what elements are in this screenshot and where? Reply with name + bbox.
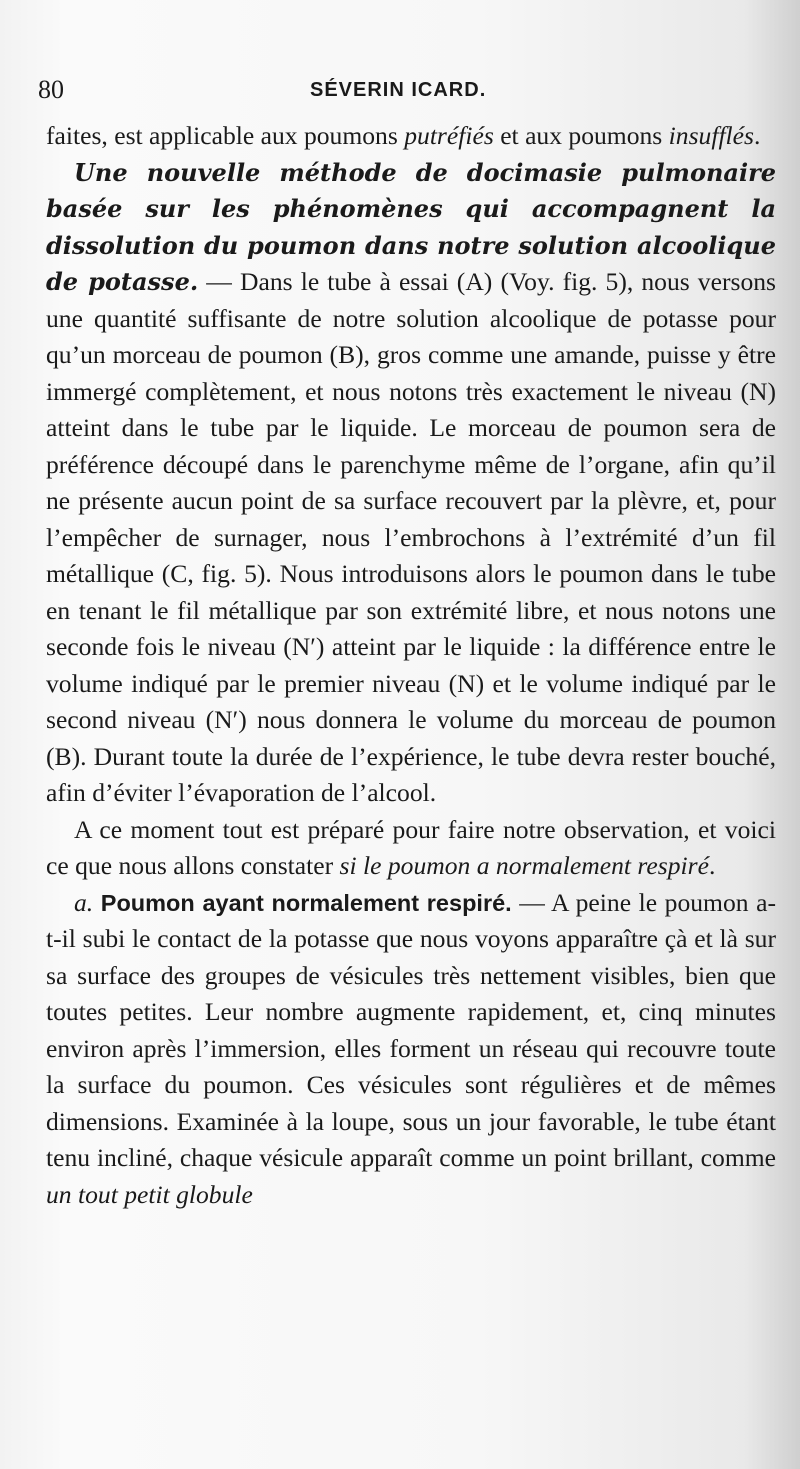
body-text xyxy=(46,118,776,1213)
section-heading: Une nouvelle méthode de docimasie pulmonaire basée sur les phénomènes qui accompagnent la dissolution du poumon dans notre solution alcoolique de potasse. xyxy=(46,157,776,296)
emphasis: insufflés xyxy=(668,121,754,150)
case-label: a. xyxy=(74,887,94,917)
paragraph-continuation: faites, est applicable aux poumons putréfiés et aux poumons insufflés. xyxy=(46,121,761,150)
paragraph-case-a: a. Poumon ayant normalement respiré. — A peine le poumon a-t-il subi le contact de la potasse que nous voyons apparaître çà et là sur sa surface des groupes de vésicules très nettement visibles, bien que toutes petites. Leur nombre augmente rapidement, et, cinq minutes environ après l’immersion, elles forment un réseau qui recouvre toute la surface du poumon. Ces vésicules sont régulières et de mêmes dimensions. Examinée à la loupe, sous un jour favorable, le tube étant tenu incliné, chaque vésicule apparaît comme un point brillant, comme un tout petit globule xyxy=(46,887,776,1209)
emphasis: si le poumon a normalement respiré xyxy=(339,851,709,880)
emphasis: un tout petit globule xyxy=(46,1179,253,1209)
page-number: 80 xyxy=(38,75,64,104)
emphasis: putréfiés xyxy=(404,121,494,150)
paragraph-method: Une nouvelle méthode de docimasie pulmonaire basée sur les phénomènes qui accompagnent la dissolution du poumon dans notre solution alcoolique de potasse. — Dans le tube à essai (A) (Voy. fig. 5), nous versons une quantité suffisante de notre solution alcoolique de potasse pour qu’un morceau de poumon (B), gros comme une amande, puisse y être immergé complètement, et nous notons très exactement le niveau (N) atteint dans le tube par le liquide. Le morceau de poumon sera de préférence découpé dans le parenchyme même de l’organe, afin qu’il ne présente aucun point de sa surface recouvert par la plèvre, et, pour l’empêcher de surnager, nous l’embrochons à l’extrémité d’un fil métallique (C, fig. 5). Nous introduisons alors le poumon dans le tube en tenant le fil métallique par son extrémité libre, et nous notons une seconde fois le niveau (N′) atteint par le liquide : la différence entre le volume indiqué par le premier niveau (N) et le volume indiqué par le second niveau (N′) nous donnera le volume du morceau de poumon (B). Durant toute la durée de l’expérience, le tube devra rester bouché, afin d’éviter l’évaporation de l’alcool. xyxy=(46,157,777,807)
paragraph-observation: A ce moment tout est préparé pour faire notre observation, et voici ce que nous allons constater si le poumon a normalement respiré. xyxy=(46,814,776,880)
running-title: SÉVERIN ICARD. xyxy=(310,79,487,101)
sub-heading: Poumon ayant normalement respiré. xyxy=(100,889,512,916)
running-head xyxy=(38,72,778,108)
